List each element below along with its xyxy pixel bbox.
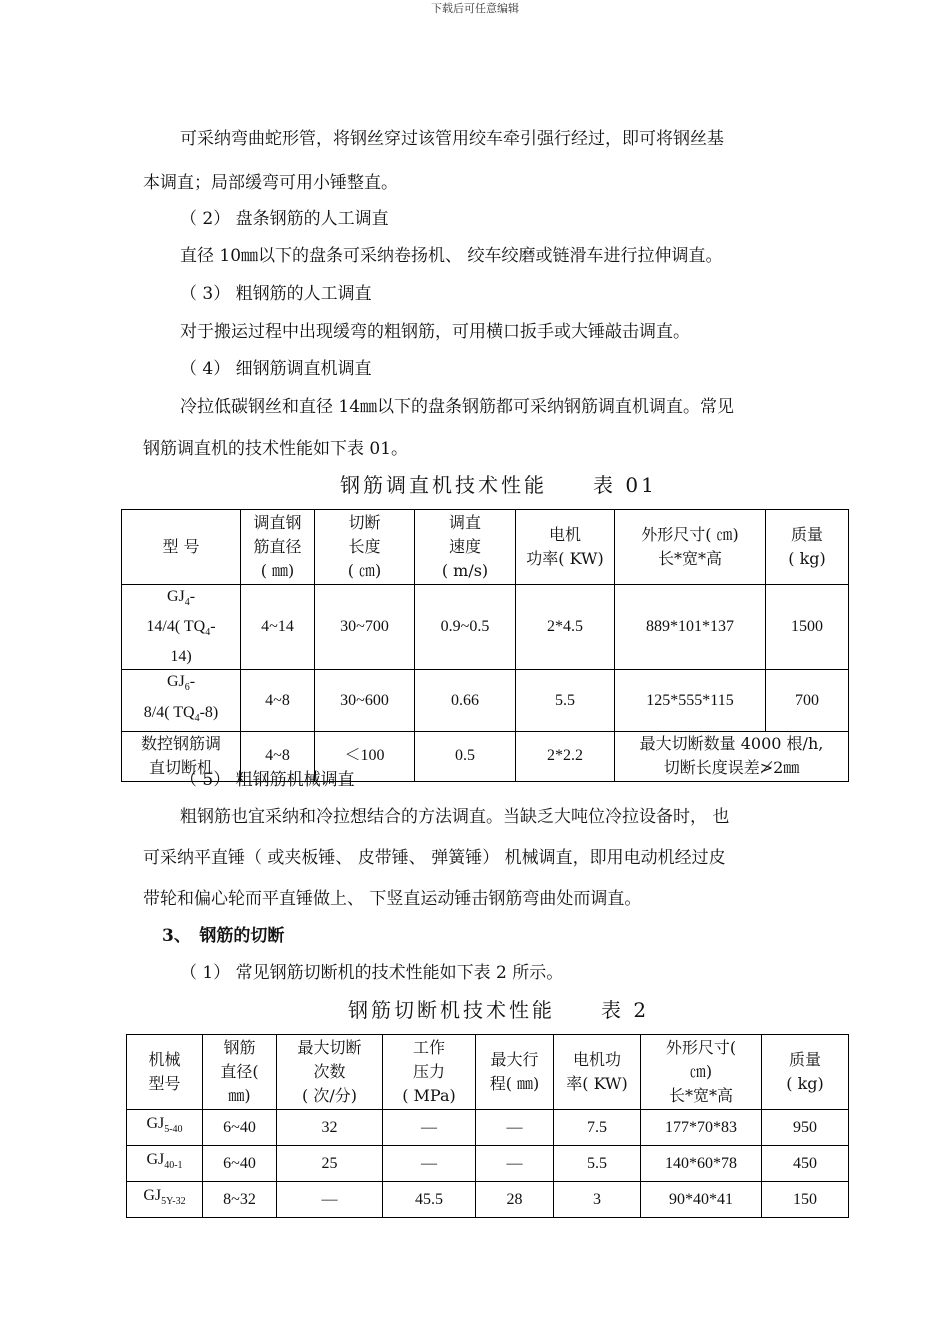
table-cell: 30~600: [315, 670, 415, 731]
paragraph: （ 1） 常见钢筋切断机的技术性能如下表 2 所示。: [180, 963, 564, 983]
paragraph: 带轮和偏心轮而平直锤做上、 下竖直运动锤击钢筋弯曲处而调直。: [143, 889, 642, 909]
header-cell: 调直钢 筋直径 ( ㎜): [241, 510, 315, 585]
table-cell: 32: [277, 1110, 383, 1146]
header-cell: 机械 型号: [127, 1035, 203, 1110]
header-cell: 外形尺寸( ㎝) 长*宽*高: [615, 510, 766, 585]
table-cell: 0.5: [415, 731, 516, 781]
paragraph: （ 5） 粗钢筋机械调直: [180, 770, 355, 790]
table-cell: ＜100: [315, 731, 415, 781]
table-cell: 140*60*78: [641, 1146, 762, 1182]
note-cell: 最大切断数量 4000 根/h, 切断长度误差≯2㎜: [615, 731, 849, 781]
table-cell: 2*2.2: [516, 731, 615, 781]
paragraph: 钢筋调直机的技术性能如下表 01。: [143, 439, 409, 459]
table-row: [127, 1182, 849, 1218]
model-cell: $GJ_{5-40}$: [127, 1110, 203, 1146]
paragraph: 对于搬运过程中出现缓弯的粗钢筋，可用横口扳手或大锤敲击调直。: [180, 322, 690, 342]
header-cell: 电机功 率( KW): [554, 1035, 641, 1110]
header-cell: 质量 ( kg): [762, 1035, 849, 1110]
table-cell: 5.5: [554, 1146, 641, 1182]
table-row: [127, 1146, 849, 1182]
paragraph: （ 2） 盘条钢筋的人工调直: [180, 209, 389, 229]
table-row: [122, 670, 849, 731]
table-cell: —: [383, 1110, 476, 1146]
table-cell: 1500: [766, 585, 849, 670]
table1: [121, 509, 849, 782]
table1-caption: 钢筋调直机技术性能 表 01: [340, 473, 657, 497]
header-cell: 电机 功率( KW): [516, 510, 615, 585]
table-cell: 4~8: [241, 731, 315, 781]
table-cell: 30~700: [315, 585, 415, 670]
table-cell: —: [476, 1146, 554, 1182]
model-cell: $GJ_{40-1}$: [127, 1146, 203, 1182]
table-cell: —: [277, 1182, 383, 1218]
table-cell: 7.5: [554, 1110, 641, 1146]
table-cell: 177*70*83: [641, 1110, 762, 1146]
table-cell: 889*101*137: [615, 585, 766, 670]
table1-header-row: [122, 510, 849, 585]
header-cell: 型 号: [122, 510, 241, 585]
model-cell: 数控钢筋调 直切断机: [122, 731, 241, 781]
header-cell: 质量 ( kg): [766, 510, 849, 585]
model-cell: $GJ_{5Y-32}$: [127, 1182, 203, 1218]
table2-caption: 钢筋切断机技术性能 表 2: [348, 998, 650, 1022]
header-cell: 最大行 程( ㎜): [476, 1035, 554, 1110]
table-cell: 0.9~0.5: [415, 585, 516, 670]
header-cell: 钢筋 直径( ㎜): [203, 1035, 277, 1110]
table-cell: 6~40: [203, 1110, 277, 1146]
header-cell: 最大切断 次数 ( 次/分): [277, 1035, 383, 1110]
section-heading: 3、 钢筋的切断: [162, 926, 285, 946]
header-cell: 工作 压力 ( MPa): [383, 1035, 476, 1110]
table-cell: 950: [762, 1110, 849, 1146]
model-cell: $GJ_4-$ 14/4( $TQ_4-$ 14): [122, 585, 241, 670]
table-cell: —: [476, 1110, 554, 1146]
table-cell: 125*555*115: [615, 670, 766, 731]
table-cell: 0.66: [415, 670, 516, 731]
table-cell: 3: [554, 1182, 641, 1218]
table2: [126, 1034, 849, 1218]
table-row: [122, 585, 849, 670]
table-cell: 4~8: [241, 670, 315, 731]
table-cell: 90*40*41: [641, 1182, 762, 1218]
paragraph: 粗钢筋也宜采纳和冷拉想结合的方法调直。当缺乏大吨位冷拉设备时， 也: [180, 807, 730, 827]
table-cell: 45.5: [383, 1182, 476, 1218]
page-header: 下载后可任意编辑: [431, 2, 519, 15]
paragraph: （ 3） 粗钢筋的人工调直: [180, 284, 372, 304]
table-cell: 25: [277, 1146, 383, 1182]
header-cell: 调直 速度 ( m/s): [415, 510, 516, 585]
paragraph: 可采纳平直锤（ 或夹板锤、 皮带锤、 弹簧锤） 机械调直，即用电动机经过皮: [143, 848, 726, 868]
model-cell: $GJ_6-$ 8/4( $TQ_4-8$): [122, 670, 241, 731]
header-cell: 外形尺寸( ㎝) 长*宽*高: [641, 1035, 762, 1110]
paragraph: 冷拉低碳钢丝和直径 14㎜以下的盘条钢筋都可采纳钢筋调直机调直。常见: [180, 397, 735, 417]
paragraph: 可采纳弯曲蛇形管，将钢丝穿过该管用绞车牵引强行经过，即可将钢丝基: [180, 129, 724, 149]
table-cell: 700: [766, 670, 849, 731]
table-cell: 450: [762, 1146, 849, 1182]
paragraph: 直径 10㎜以下的盘条可采纳卷扬机、 绞车绞磨或链滑车进行拉伸调直。: [180, 246, 723, 266]
table-cell: 8~32: [203, 1182, 277, 1218]
table-row: [127, 1110, 849, 1146]
table-cell: 28: [476, 1182, 554, 1218]
table2-header-row: [127, 1035, 849, 1110]
paragraph: （ 4） 细钢筋调直机调直: [180, 359, 372, 379]
paragraph: 本调直；局部缓弯可用小锤整直。: [143, 173, 398, 193]
table-cell: 150: [762, 1182, 849, 1218]
table-cell: 2*4.5: [516, 585, 615, 670]
header-cell: 切断 长度 ( ㎝): [315, 510, 415, 585]
table-cell: 4~14: [241, 585, 315, 670]
table-cell: 5.5: [516, 670, 615, 731]
table-cell: 6~40: [203, 1146, 277, 1182]
table-cell: —: [383, 1146, 476, 1182]
